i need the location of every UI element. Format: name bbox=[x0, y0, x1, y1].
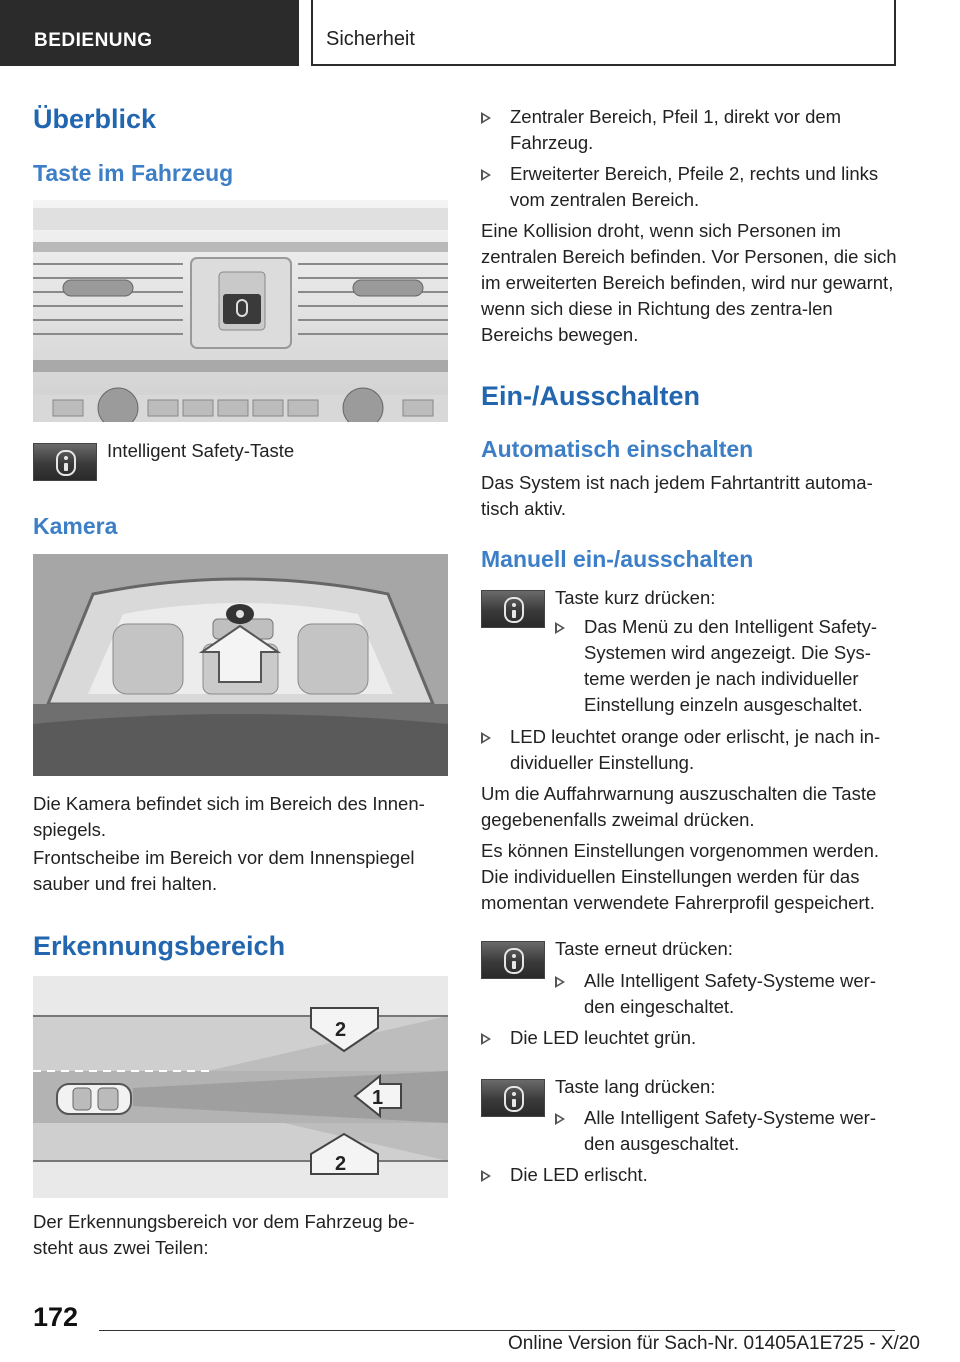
bullet-triangle-icon bbox=[481, 732, 491, 744]
safety-button-icon bbox=[33, 443, 97, 481]
zone-center-label: 1 bbox=[372, 1087, 384, 1109]
detection-area-diagram bbox=[33, 976, 448, 1198]
bullet-led-off: Die LED erlischt. bbox=[481, 1162, 897, 1188]
collision-text: Eine Kollision droht, wenn sich Personen im zentralen Bereich befinden. Vor Personen, die sich im erweiterten Bereich befinden, wird nur gewarnt, wenn sich diese in Richtung des zentra-len Bereichs bewegen. bbox=[481, 220, 897, 345]
settings-text: Es können Einstellungen vorgenommen werden. Die individuellen Einstellungen werden für das momentan verwendete Fahrerprofil gespeichert. bbox=[481, 840, 879, 913]
bullet-led-orange: LED leuchtet orange oder erlischt, je nach in-dividueller Einstellung. bbox=[481, 724, 897, 776]
page-number: 172 bbox=[33, 1302, 79, 1332]
bullet-triangle-icon bbox=[555, 622, 565, 634]
footer-divider bbox=[99, 1330, 895, 1331]
bullet-triangle-icon bbox=[481, 112, 491, 124]
online-version-text: Online Version für Sach-Nr. 01405A1E725 - X/20 bbox=[508, 1333, 920, 1354]
bullet-systems-on: Alle Intelligent Safety-Systeme wer-den eingeschaltet. bbox=[555, 968, 895, 1020]
auto-heading: Automatisch einschalten bbox=[481, 436, 754, 462]
auto-text: Das System ist nach jedem Fahrtantritt automa-tisch aktiv. bbox=[481, 472, 873, 519]
overview-title: Überblick bbox=[33, 104, 157, 134]
press-short-text: Taste kurz drücken: bbox=[555, 587, 716, 608]
bullet-triangle-icon bbox=[481, 1033, 491, 1045]
press-again-text: Taste erneut drücken: bbox=[555, 938, 733, 959]
switch-heading: Ein-/Ausschalten bbox=[481, 381, 701, 411]
bullet-triangle-icon bbox=[555, 1113, 565, 1125]
press-long-text: Taste lang drücken: bbox=[555, 1076, 716, 1097]
camera-text-2: Frontscheibe im Bereich vor dem Innenspiegel sauber und frei halten. bbox=[33, 847, 415, 894]
bullet-triangle-icon bbox=[481, 1170, 491, 1182]
warning-text: Um die Auffahrwarnung auszuschalten die Taste gegebenenfalls zweimal drücken. bbox=[481, 783, 877, 830]
safety-button-icon bbox=[481, 590, 545, 628]
detection-heading: Erkennungsbereich bbox=[33, 931, 286, 961]
bullet-led-green: Die LED leuchtet grün. bbox=[481, 1025, 897, 1051]
safety-button-icon bbox=[481, 941, 545, 979]
section-tab: BEDIENUNG bbox=[0, 0, 299, 66]
button-heading: Taste im Fahrzeug bbox=[33, 160, 234, 186]
detection-text: Der Erkennungsbereich vor dem Fahrzeug be-steht aus zwei Teilen: bbox=[33, 1211, 415, 1258]
camera-image bbox=[33, 554, 448, 776]
bullet-menu-shown: Das Menü zu den Intelligent Safety-Systemen wird angezeigt. Die Sys-teme werden je nach individueller Einstellung einzeln ausgeschaltet. bbox=[555, 614, 895, 718]
bullet-central-zone: Zentraler Bereich, Pfeil 1, direkt vor dem Fahrzeug. bbox=[481, 104, 897, 156]
chapter-tab: Sicherheit bbox=[311, 0, 896, 66]
bullet-triangle-icon bbox=[555, 976, 565, 988]
camera-heading: Kamera bbox=[33, 513, 118, 539]
zone-upper-label: 2 bbox=[335, 1019, 347, 1041]
bullet-triangle-icon bbox=[481, 169, 491, 181]
camera-text-1: Die Kamera befindet sich im Bereich des Innen-spiegels. bbox=[33, 793, 425, 840]
page-header bbox=[0, 0, 960, 66]
bullet-systems-off: Alle Intelligent Safety-Systeme wer-den ausgeschaltet. bbox=[555, 1105, 895, 1157]
zone-lower-label: 2 bbox=[335, 1153, 347, 1175]
safety-button-icon bbox=[481, 1079, 545, 1117]
manual-heading: Manuell ein-/ausschalten bbox=[481, 546, 754, 572]
button-caption: Intelligent Safety-Taste bbox=[107, 440, 295, 461]
dashboard-button-image bbox=[33, 200, 448, 422]
bullet-extended-zone: Erweiterter Bereich, Pfeile 2, rechts und links vom zentralen Bereich. bbox=[481, 161, 897, 213]
